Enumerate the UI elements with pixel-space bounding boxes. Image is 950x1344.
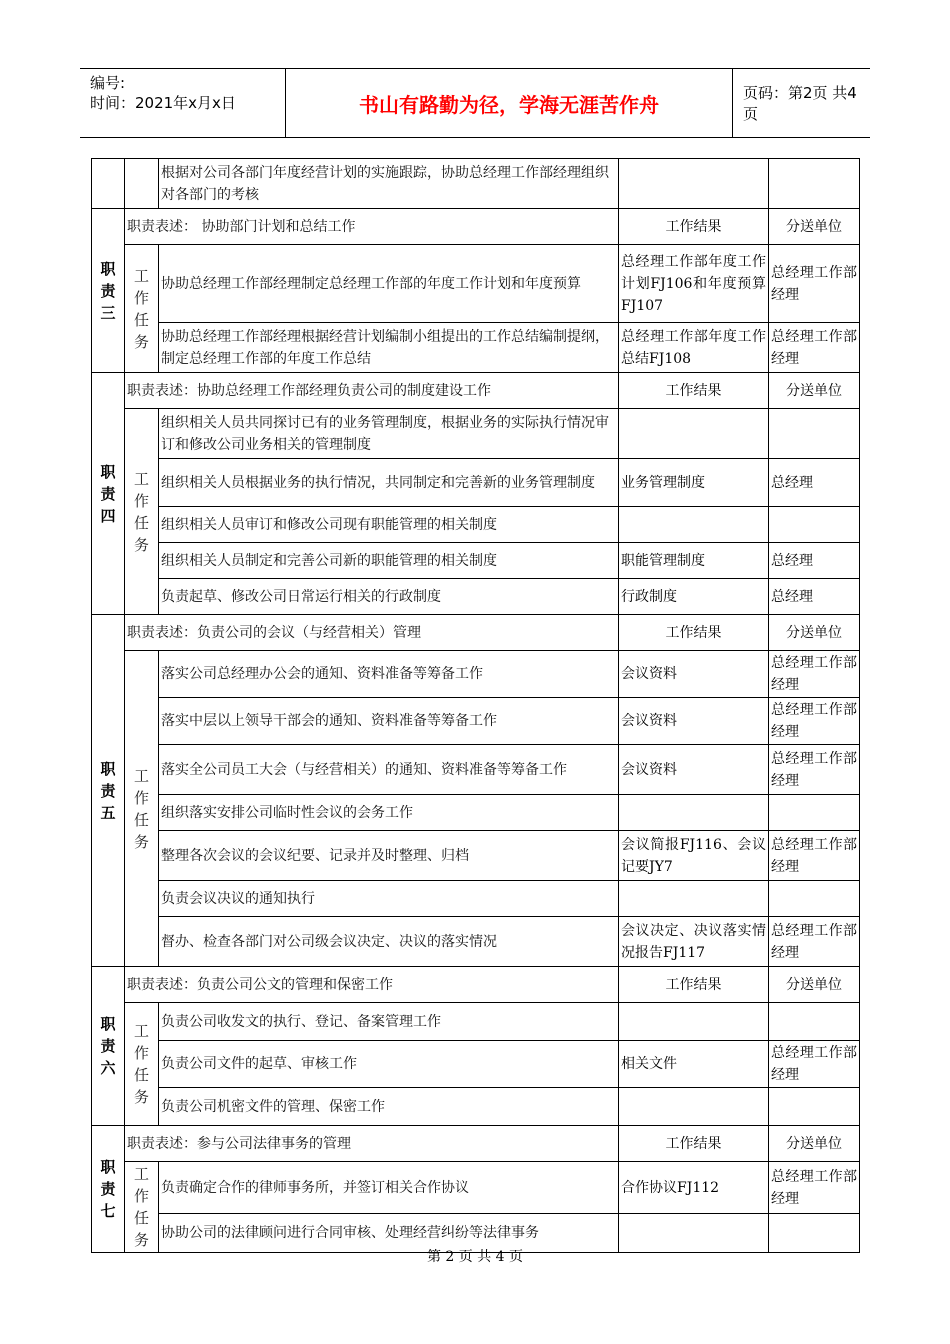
header-meta xyxy=(80,69,285,137)
table-row xyxy=(92,409,860,459)
task-result xyxy=(619,795,769,831)
task-label xyxy=(125,245,159,373)
page-header xyxy=(80,68,870,138)
table-row xyxy=(92,831,860,881)
task-description: 协助总经理工作部经理根据经营计划编制小组提出的工作总结编制提纲，制定总经理工作部的年度工作总结 xyxy=(159,323,619,373)
task-result xyxy=(619,409,769,459)
task-result xyxy=(619,159,769,209)
task-result: 会议资料 xyxy=(619,745,769,795)
task-description: 负责公司收发文的执行、登记、备案管理工作 xyxy=(159,1003,619,1041)
task-destination xyxy=(769,409,860,459)
task-destination: 总经理工作部经理 xyxy=(769,1041,860,1088)
task-destination: 总经理工作部经理 xyxy=(769,831,860,881)
table-row xyxy=(92,917,860,967)
task-destination xyxy=(769,881,860,917)
task-result: 业务管理制度 xyxy=(619,459,769,507)
doc-number-label: 编号: xyxy=(90,74,126,92)
task-description: 组织相关人员审订和修改公司现有职能管理的相关制度 xyxy=(159,507,619,543)
duty-label-text: 职责六 xyxy=(100,1015,116,1077)
task-description: 落实中层以上领导干部会的通知、资料准备等筹备工作 xyxy=(159,698,619,745)
result-column-header: 工作结果 xyxy=(619,209,769,245)
task-destination: 总经理工作部经理 xyxy=(769,745,860,795)
task-result xyxy=(619,507,769,543)
duty-statement: 职责表述：负责公司的会议（与经营相关）管理 xyxy=(125,615,619,651)
duty-label-cell xyxy=(92,159,125,209)
duty-label xyxy=(92,615,125,967)
task-result: 会议简报FJ116、会议记要JY7 xyxy=(619,831,769,881)
result-column-header: 工作结果 xyxy=(619,1126,769,1162)
task-label xyxy=(125,409,159,615)
table-row xyxy=(92,459,860,507)
table-row xyxy=(92,651,860,698)
task-description: 组织相关人员制定和完善公司新的职能管理的相关制度 xyxy=(159,543,619,579)
duty-label xyxy=(92,967,125,1126)
task-description: 落实公司总经理办公会的通知、资料准备等筹备工作 xyxy=(159,651,619,698)
task-destination xyxy=(769,507,860,543)
task-result: 相关文件 xyxy=(619,1041,769,1088)
task-label xyxy=(125,1003,159,1126)
destination-column-header: 分送单位 xyxy=(769,1126,860,1162)
task-label-text: 工作任务 xyxy=(133,469,149,554)
task-destination: 总经理工作部经理 xyxy=(769,698,860,745)
table-row xyxy=(92,1162,860,1214)
destination-column-header: 分送单位 xyxy=(769,615,860,651)
result-column-header: 工作结果 xyxy=(619,373,769,409)
table-row xyxy=(92,507,860,543)
page-footer: 第 2 页 共 4 页 xyxy=(426,1249,524,1265)
duty-statement: 职责表述：负责公司公文的管理和保密工作 xyxy=(125,967,619,1003)
table-row xyxy=(92,579,860,615)
duty-label xyxy=(92,1126,125,1253)
duty-statement: 职责表述：协助总经理工作部经理负责公司的制度建设工作 xyxy=(125,373,619,409)
table-row xyxy=(92,881,860,917)
destination-column-header: 分送单位 xyxy=(769,967,860,1003)
task-result: 总经理工作部年度工作计划FJ106和年度预算FJ107 xyxy=(619,245,769,323)
task-description: 组织相关人员共同探讨已有的业务管理制度，根据业务的实际执行情况审订和修改公司业务相关的管理制度 xyxy=(159,409,619,459)
task-destination: 总经理 xyxy=(769,459,860,507)
table-row xyxy=(92,698,860,745)
task-result xyxy=(619,1003,769,1041)
task-result: 会议资料 xyxy=(619,698,769,745)
duty-label-text: 职责四 xyxy=(100,462,116,525)
task-label-text: 工作任务 xyxy=(133,766,149,851)
task-description: 整理各次会议的会议纪要、记录并及时整理、归档 xyxy=(159,831,619,881)
task-description: 根据对公司各部门年度经营计划的实施跟踪，协助总经理工作部经理组织对各部门的考核 xyxy=(159,159,619,209)
duty-header-row xyxy=(92,615,860,651)
table-row xyxy=(92,159,860,209)
task-destination xyxy=(769,159,860,209)
task-label-text: 工作任务 xyxy=(133,1165,149,1249)
task-description: 负责公司文件的起草、审核工作 xyxy=(159,1041,619,1088)
task-description: 落实全公司员工大会（与经营相关）的通知、资料准备等筹备工作 xyxy=(159,745,619,795)
task-destination: 总经理工作部经理 xyxy=(769,323,860,373)
table-row xyxy=(92,795,860,831)
duty-statement: 职责表述： 协助部门计划和总结工作 xyxy=(125,209,619,245)
task-label-text: 工作任务 xyxy=(133,266,149,351)
task-result: 合作协议FJ112 xyxy=(619,1162,769,1214)
task-result: 职能管理制度 xyxy=(619,543,769,579)
destination-column-header: 分送单位 xyxy=(769,209,860,245)
duty-header-row xyxy=(92,967,860,1003)
task-destination xyxy=(769,1003,860,1041)
task-description: 协助公司的法律顾问进行合同审核、处理经营纠纷等法律事务 xyxy=(159,1214,619,1253)
task-destination: 总经理工作部经理 xyxy=(769,917,860,967)
duty-label xyxy=(92,373,125,615)
task-destination: 总经理 xyxy=(769,543,860,579)
task-description: 负责会议决议的通知执行 xyxy=(159,881,619,917)
table-row xyxy=(92,245,860,323)
duty-table xyxy=(91,158,860,1253)
destination-column-header: 分送单位 xyxy=(769,373,860,409)
duty-statement: 职责表述：参与公司法律事务的管理 xyxy=(125,1126,619,1162)
task-description: 协助总经理工作部经理制定总经理工作部的年度工作计划和年度预算 xyxy=(159,245,619,323)
task-description: 负责起草、修改公司日常运行相关的行政制度 xyxy=(159,579,619,615)
task-result: 会议决定、决议落实情况报告FJ117 xyxy=(619,917,769,967)
result-column-header: 工作结果 xyxy=(619,967,769,1003)
table-row xyxy=(92,745,860,795)
task-label xyxy=(125,651,159,967)
task-label-cell xyxy=(125,159,159,209)
result-column-header: 工作结果 xyxy=(619,615,769,651)
task-description: 组织落实安排公司临时性会议的会务工作 xyxy=(159,795,619,831)
duty-label xyxy=(92,209,125,373)
table-row xyxy=(92,543,860,579)
duty-header-row xyxy=(92,1126,860,1162)
header-page-number: 页码：第2页 共4页 xyxy=(743,84,857,123)
task-description: 负责公司机密文件的管理、保密工作 xyxy=(159,1088,619,1126)
task-description: 督办、检查各部门对公司级会议决定、决议的落实情况 xyxy=(159,917,619,967)
duty-header-row xyxy=(92,373,860,409)
table-row xyxy=(92,1088,860,1126)
table-row xyxy=(92,1041,860,1088)
task-description: 负责确定合作的律师事务所，并签订相关合作协议 xyxy=(159,1162,619,1214)
task-result: 行政制度 xyxy=(619,579,769,615)
task-description: 组织相关人员根据业务的执行情况，共同制定和完善新的业务管理制度 xyxy=(159,459,619,507)
duty-label-text: 职责七 xyxy=(100,1158,116,1220)
task-result xyxy=(619,881,769,917)
task-result: 总经理工作部年度工作总结FJ108 xyxy=(619,323,769,373)
task-result xyxy=(619,1088,769,1126)
duty-label-text: 职责三 xyxy=(100,259,116,322)
task-destination: 总经理工作部经理 xyxy=(769,1162,860,1214)
table-row xyxy=(92,1003,860,1041)
task-label xyxy=(125,1162,159,1253)
task-label-text: 工作任务 xyxy=(133,1022,149,1106)
duty-label-text: 职责五 xyxy=(100,759,116,822)
task-destination xyxy=(769,795,860,831)
doc-date-label: 时间：2021年x月x日 xyxy=(90,94,236,112)
task-destination xyxy=(769,1088,860,1126)
table-row xyxy=(92,323,860,373)
header-motto: 书山有路勤为径，学海无涯苦作舟 xyxy=(285,69,733,137)
task-result: 会议资料 xyxy=(619,651,769,698)
task-destination: 总经理工作部经理 xyxy=(769,245,860,323)
task-destination: 总经理 xyxy=(769,579,860,615)
task-destination: 总经理工作部经理 xyxy=(769,651,860,698)
duty-header-row xyxy=(92,209,860,245)
